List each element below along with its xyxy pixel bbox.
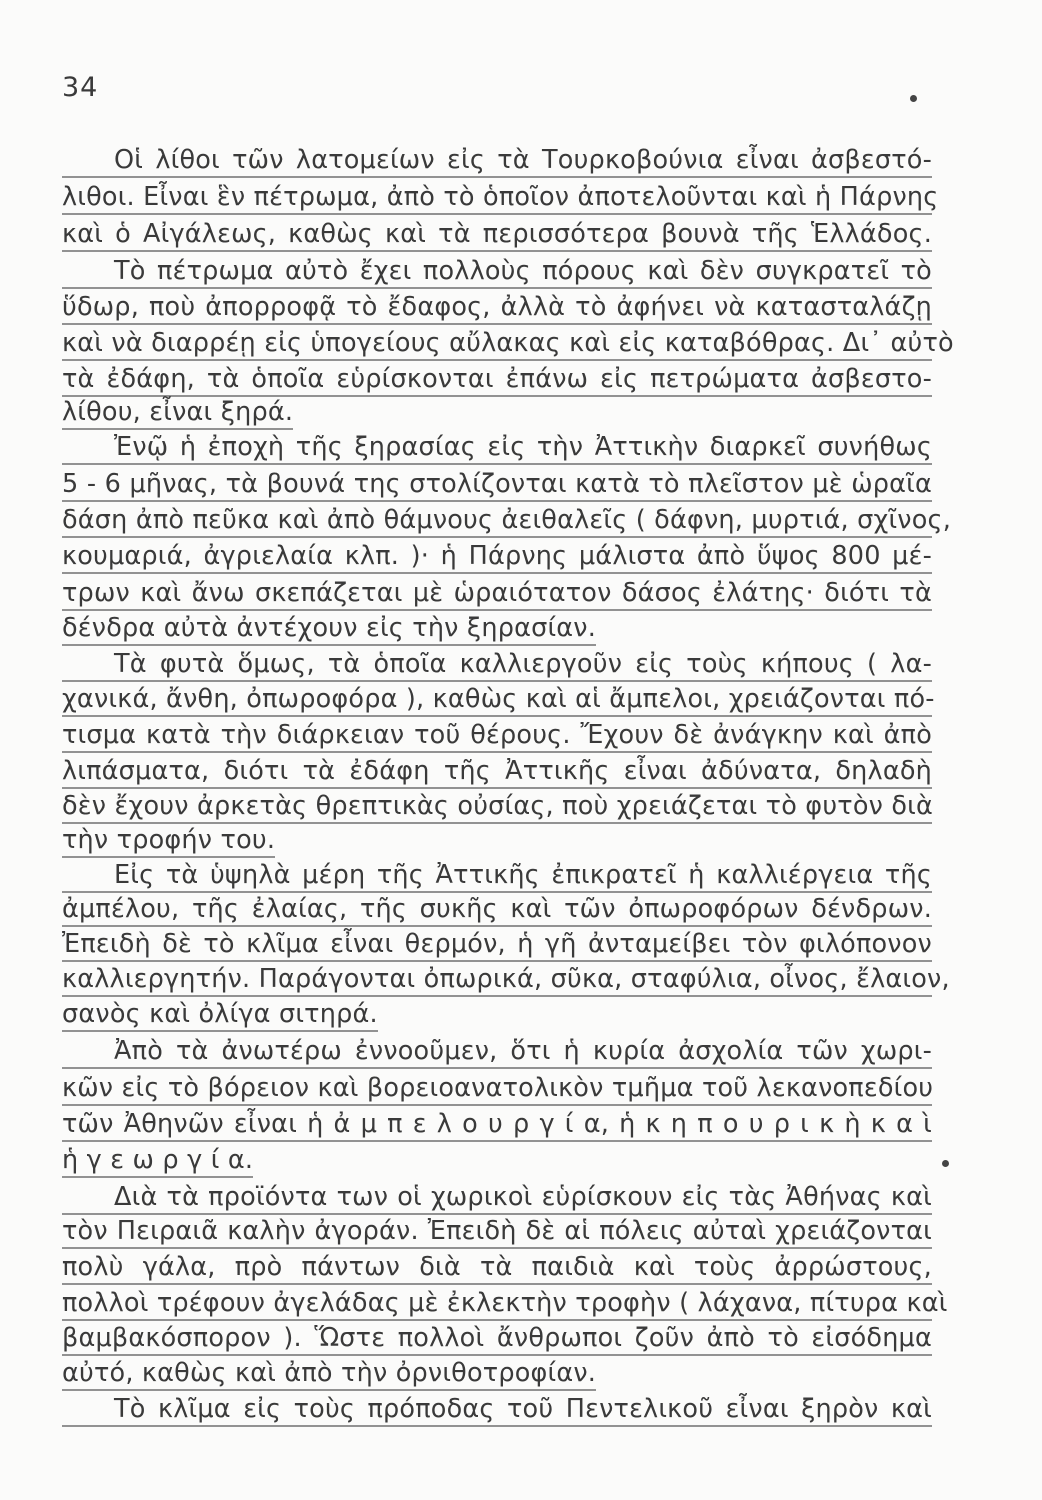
text-line: Ἐπειδὴ δὲ τὸ κλῖμα εἶναι θερμόν, ἡ γῆ ἀνταμείβει τὸν φιλόπονον [62, 929, 932, 962]
text-line: δὲν ἔχουν ἀρκετὰς θρεπτικὰς οὐσίας, ποὺ χρειάζεται τὸ φυτὸν διὰ [62, 791, 932, 824]
text-line: Εἰς τὰ ὑψηλὰ μέρη τῆς Ἀττικῆς ἐπικρατεῖ ἡ καλλιέργεια τῆς [62, 860, 932, 893]
text-line: πολλοὶ τρέφουν ἀγελάδας μὲ ἐκλεκτὴν τροφὴν ( λάχανα, πίτυρα καὶ [62, 1288, 932, 1321]
text-line: Τὰ φυτὰ ὅμως, τὰ ὁποῖα καλλιεργοῦν εἰς τοὺς κήπους ( λα- [62, 649, 932, 682]
text-line: τρων καὶ ἄνω σκεπάζεται μὲ ὡραιότατον δάσος ἐλάτης· διότι τὰ [62, 578, 932, 611]
text-line: λίθου, εἶναι ξηρά. [62, 397, 293, 430]
text-line: κῶν εἰς τὸ βόρειον καὶ βορειοανατολικὸν τμῆμα τοῦ λεκανοπεδίου [62, 1073, 932, 1106]
page-number: 34 [62, 72, 99, 103]
text-line: Οἱ λίθοι τῶν λατομείων εἰς τὰ Τουρκοβούνια εἶναι ἀσβεστό- [62, 145, 932, 178]
text-line: αὐτό, καθὼς καὶ ἀπὸ τὴν ὀρνιθοτροφίαν. [62, 1358, 596, 1391]
text-line: λιπάσματα, διότι τὰ ἐδάφη τῆς Ἀττικῆς εἶναι ἀδύνατα, δηλαδὴ [62, 756, 932, 789]
text-line: χανικά, ἄνθη, ὀπωροφόρα ), καθὼς καὶ αἱ ἄμπελοι, χρειάζονται πό- [62, 684, 932, 717]
text-line: κουμαριά, ἀγριελαία κλπ. )· ἡ Πάρνης μάλιστα ἀπὸ ὕψος 800 μέ- [62, 541, 932, 574]
text-line: ὕδωρ, ποὺ ἀπορροφᾷ τὸ ἔδαφος, ἀλλὰ τὸ ἀφήνει νὰ κατασταλάζῃ [62, 292, 932, 325]
text-line: Τὸ πέτρωμα αὐτὸ ἔχει πολλοὺς πόρους καὶ δὲν συγκρατεῖ τὸ [62, 256, 932, 289]
top-right-dot [910, 95, 917, 102]
text-line: δένδρα αὐτὰ ἀντέχουν εἰς τὴν ξηρασίαν. [62, 613, 596, 646]
text-line: Τὸ κλῖμα εἰς τοὺς πρόποδας τοῦ Πεντελικοῦ εἶναι ξηρὸν καὶ [62, 1394, 932, 1427]
right-margin-dot [942, 1160, 949, 1167]
text-line: τὰ ἐδάφη, τὰ ὁποῖα εὑρίσκονται ἐπάνω εἰς πετρώματα ἀσβεστο- [62, 364, 932, 397]
text-line: σανὸς καὶ ὀλίγα σιτηρά. [62, 999, 378, 1032]
text-line: Ἐνῷ ἡ ἐποχὴ τῆς ξηρασίας εἰς τὴν Ἀττικὴν διαρκεῖ συνήθως [62, 432, 932, 465]
text-line: λιθοι. Εἶναι ἓν πέτρωμα, ἀπὸ τὸ ὁποῖον ἀποτελοῦνται καὶ ἡ Πάρνης [62, 182, 932, 215]
text-line: πολὺ γάλα, πρὸ πάντων διὰ τὰ παιδιὰ καὶ τοὺς ἀρρώστους, [62, 1252, 932, 1285]
text-line: τὴν τροφήν του. [62, 825, 275, 858]
text-line: τὸν Πειραιᾶ καλὴν ἀγοράν. Ἐπειδὴ δὲ αἱ πόλεις αὐταὶ χρειάζονται [62, 1216, 932, 1249]
text-line: καὶ νὰ διαρρέῃ εἰς ὑπογείους αὔλακας καὶ εἰς καταβόθρας. Δι᾽ αὐτὸ [62, 328, 932, 361]
text-line: ἀμπέλου, τῆς ἐλαίας, τῆς συκῆς καὶ τῶν ὀπωροφόρων δένδρων. [62, 894, 932, 927]
text-line: τῶν Ἀθηνῶν εἶναι ἡ ἀ μ π ε λ ο υ ρ γ ί α, ἡ κ η π ο υ ρ ι κ ὴ κ α ὶ [62, 1109, 932, 1142]
text-line: τισμα κατὰ τὴν διάρκειαν τοῦ θέρους. Ἔχουν δὲ ἀνάγκην καὶ ἀπὸ [62, 720, 932, 753]
text-line: καὶ ὁ Αἰγάλεως, καθὼς καὶ τὰ περισσότερα βουνὰ τῆς Ἑλλάδος. [62, 219, 932, 252]
text-line: βαμβακόσπορον ). Ὥστε πολλοὶ ἄνθρωποι ζοῦν ἀπὸ τὸ εἰσόδημα [62, 1323, 932, 1356]
text-line: καλλιεργητήν. Παράγονται ὀπωρικά, σῦκα, σταφύλια, οἶνος, ἔλαιον, [62, 964, 932, 997]
text-line: 5 - 6 μῆνας, τὰ βουνά της στολίζονται κατὰ τὸ πλεῖστον μὲ ὡραῖα [62, 469, 932, 502]
text-line: δάση ἀπὸ πεῦκα καὶ ἀπὸ θάμνους ἀειθαλεῖς ( δάφνη, μυρτιά, σχῖνος, [62, 505, 932, 538]
text-line: ἡ γ ε ω ρ γ ί α. [62, 1145, 253, 1178]
text-line: Ἀπὸ τὰ ἀνωτέρω ἐννοοῦμεν, ὅτι ἡ κυρία ἀσχολία τῶν χωρι- [62, 1036, 932, 1069]
text-line: Διὰ τὰ προϊόντα των οἱ χωρικοὶ εὑρίσκουν εἰς τὰς Ἀθήνας καὶ [62, 1182, 932, 1215]
